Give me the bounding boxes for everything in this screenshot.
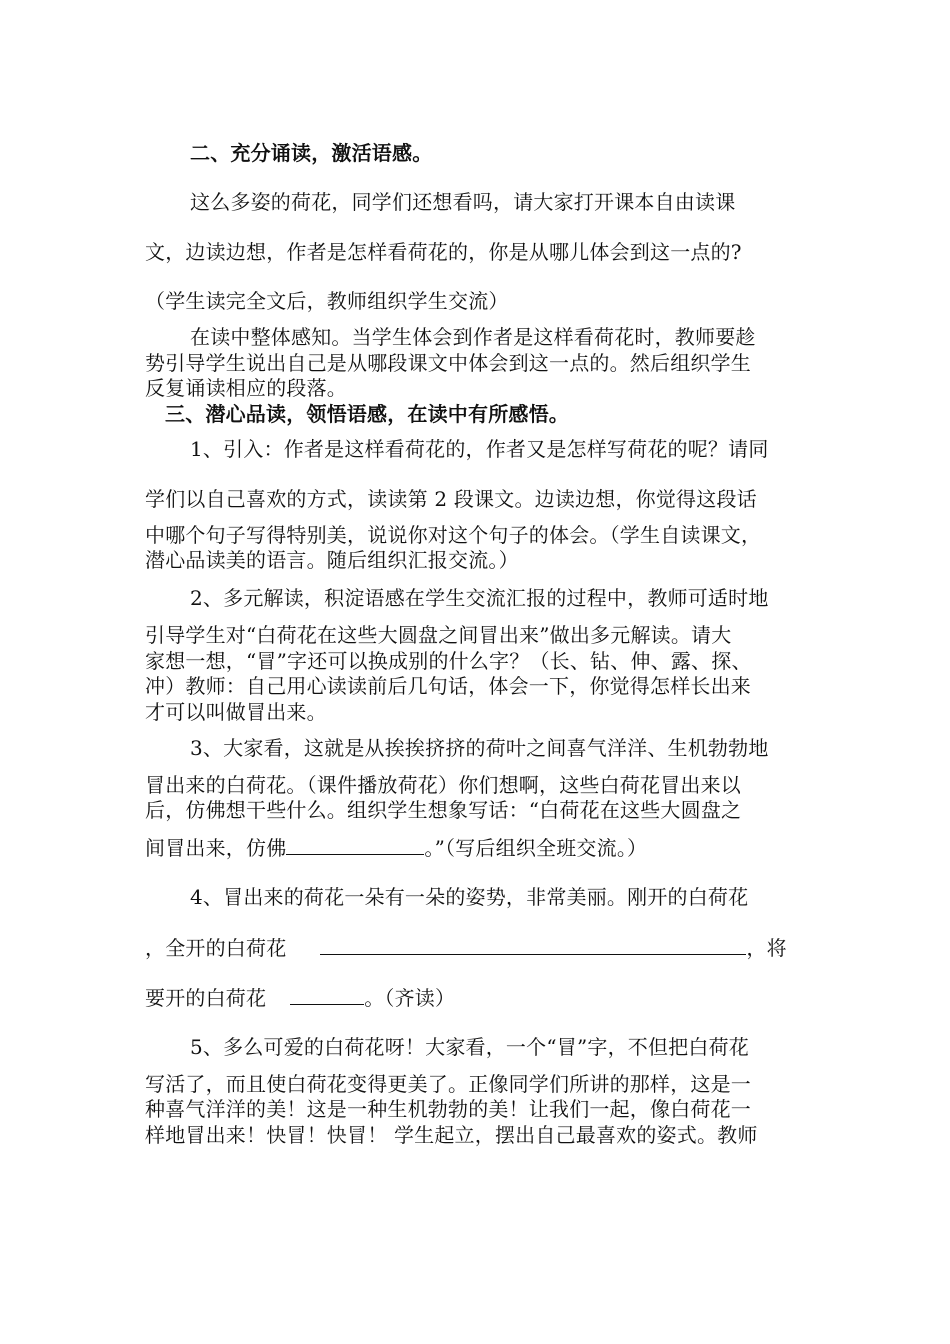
fill-blank-suffix: ，将 xyxy=(746,936,787,960)
paragraph-line: 种喜气洋洋的美！这是一种生机勃勃的美！让我们一起，像白荷花一 xyxy=(145,1097,751,1121)
paragraph-line: 3、大家看，这就是从挨挨挤挤的荷叶之间喜气洋洋、生机勃勃地 xyxy=(190,736,769,760)
writing-blank xyxy=(290,984,364,1005)
fill-blank-prefix: 要开的白荷花 xyxy=(145,986,267,1010)
section-heading-3: 三、潜心品读，领悟语感，在读中有所感悟。 xyxy=(165,402,569,426)
paragraph-line: 反复诵读相应的段落。 xyxy=(145,376,347,400)
paragraph-line: 势引导学生说出自己是从哪段课文中体会到这一点的。然后组织学生 xyxy=(145,351,751,375)
paragraph-line: 潜心品读美的语言。随后组织汇报交流。） xyxy=(145,548,519,572)
paragraph-line: 写活了，而且使白荷花变得更美了。正像同学们所讲的那样，这是一 xyxy=(145,1072,751,1096)
writing-blank xyxy=(320,934,746,955)
paragraph-line: 4、冒出来的荷花一朵有一朵的姿势，非常美丽。刚开的白荷花 xyxy=(190,885,749,909)
fill-blank-suffix: 。”（写后组织全班交流。） xyxy=(424,836,648,860)
fill-blank-prefix: 间冒出来，仿佛 xyxy=(145,836,287,860)
paragraph-line: 这么多姿的荷花，同学们还想看吗，请大家打开课本自由读课 xyxy=(190,190,736,214)
fill-blank-suffix: 。（齐读） xyxy=(364,986,456,1010)
paragraph-line: 2、多元解读，积淀语感在学生交流汇报的过程中，教师可适时地 xyxy=(190,586,769,610)
fill-blank-line xyxy=(145,984,807,1011)
paragraph-line: 样地冒出来！快冒！快冒！ 学生起立，摆出自己最喜欢的姿式。教师 xyxy=(145,1123,758,1147)
paragraph-line: 学们以自己喜欢的方式，读读第 2 段课文。边读边想，你觉得这段话 xyxy=(145,487,757,511)
section-heading-2: 二、充分诵读，激活语感。 xyxy=(190,141,433,165)
paragraph-line: 引导学生对“白荷花在这些大圆盘之间冒出来”做出多元解读。请大 xyxy=(145,623,732,647)
paragraph-line: 5、多么可爱的白荷花呀！大家看，一个“冒”字，不但把白荷花 xyxy=(190,1035,749,1059)
fill-blank-line xyxy=(145,934,807,961)
paragraph-line: 中哪个句子写得特别美，说说你对这个句子的体会。（学生自读课文， xyxy=(145,523,762,547)
writing-blank xyxy=(286,834,424,855)
paragraph-line: （学生读完全文后，教师组织学生交流） xyxy=(145,289,509,313)
paragraph-line: 家想一想，“冒”字还可以换成别的什么字？（长、钻、伸、露、探、 xyxy=(145,649,752,673)
fill-blank-line xyxy=(145,834,807,861)
paragraph-line: 冒出来的白荷花。（课件播放荷花）你们想啊，这些白荷花冒出来以 xyxy=(145,773,741,797)
paragraph-line: 1、引入：作者是这样看荷花的，作者又是怎样写荷花的呢？请同 xyxy=(190,437,769,461)
fill-blank-prefix: ，全开的白荷花 xyxy=(145,936,287,960)
paragraph-line: 冲）教师：自己用心读读前后几句话，体会一下，你觉得怎样长出来 xyxy=(145,674,751,698)
paragraph-line: 才可以叫做冒出来。 xyxy=(145,700,327,724)
paragraph-line: 文，边读边想，作者是怎样看荷花的，你是从哪儿体会到这一点的? xyxy=(145,240,742,264)
paragraph-line: 在读中整体感知。当学生体会到作者是这样看荷花时，教师要趁 xyxy=(190,325,756,349)
paragraph-line: 后，仿佛想干些什么。组织学生想象写话：“白荷花在这些大圆盘之 xyxy=(145,798,742,822)
